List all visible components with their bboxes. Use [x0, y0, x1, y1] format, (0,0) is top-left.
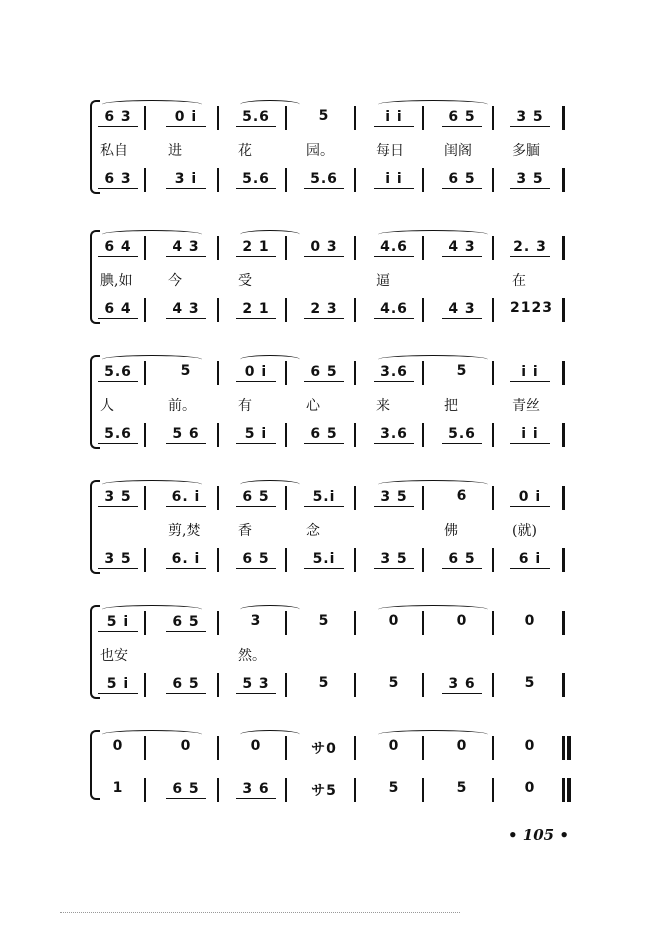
bar-line — [492, 106, 494, 130]
note-cell: 6 i — [510, 550, 550, 569]
note-cell: 0 — [456, 613, 468, 629]
score-system — [92, 355, 592, 451]
note-cell: 0 — [180, 738, 192, 754]
note-cell: 5.i — [304, 488, 344, 507]
bar-line — [354, 548, 356, 572]
bar-line — [492, 361, 494, 385]
bar-line — [492, 486, 494, 510]
note-cell: 6 5 — [236, 488, 276, 507]
note-cell: 0 i — [166, 108, 206, 127]
bottom-row — [92, 546, 572, 576]
lyrics-row — [92, 270, 572, 294]
note-cell: 0 — [112, 738, 124, 754]
slur-mark — [378, 230, 488, 239]
bar-line — [562, 673, 565, 697]
note-cell: 0 3 — [304, 238, 344, 257]
bar-line — [285, 673, 287, 697]
slur-mark — [102, 480, 202, 489]
bar-line — [217, 106, 219, 130]
bar-line — [285, 548, 287, 572]
note-cell: 6 — [456, 488, 468, 504]
note-cell: 5 i — [236, 425, 276, 444]
bar-line — [422, 236, 424, 260]
slur-mark — [102, 605, 202, 614]
bar-line — [217, 548, 219, 572]
bar-line — [144, 298, 146, 322]
bar-line — [354, 486, 356, 510]
bar-line — [354, 236, 356, 260]
slur-mark — [240, 730, 300, 739]
bar-line — [144, 611, 146, 635]
note-cell: 0 — [388, 613, 400, 629]
score-system — [92, 605, 592, 701]
bar-line — [144, 168, 146, 192]
bar-line — [492, 168, 494, 192]
note-cell: 0 — [456, 738, 468, 754]
bar-line — [422, 611, 424, 635]
slur-mark — [378, 605, 488, 614]
note-cell: 5 — [388, 780, 400, 796]
note-cell: 0 — [524, 780, 536, 796]
lyrics-row — [92, 395, 572, 419]
note-cell: 5.6 — [236, 170, 276, 189]
bar-line — [562, 168, 565, 192]
bottom-row — [92, 166, 572, 196]
slur-mark — [102, 230, 202, 239]
lyric-text: 闺阁 — [444, 143, 472, 159]
lyric-text: 剪,焚 — [168, 523, 201, 539]
slur-mark — [240, 605, 300, 614]
bar-line — [562, 106, 565, 130]
bar-line — [354, 673, 356, 697]
bar-line — [562, 548, 565, 572]
note-cell: 3 6 — [236, 780, 276, 799]
note-cell: 6 5 — [304, 425, 344, 444]
note-cell: 4 3 — [442, 238, 482, 257]
bar-line — [217, 486, 219, 510]
bar-line — [285, 236, 287, 260]
note-cell: 5 6 — [166, 425, 206, 444]
note-cell: サ0 — [311, 741, 337, 757]
note-cell: 5 — [318, 613, 330, 629]
bar-line — [285, 423, 287, 447]
bar-line — [492, 298, 494, 322]
note-cell: 3 5 — [98, 550, 138, 569]
note-cell: 3 6 — [442, 675, 482, 694]
note-cell: 5.i — [304, 550, 344, 569]
lyric-text: 花 — [238, 143, 252, 159]
page-number: • 105 • — [508, 826, 569, 844]
bar-line — [144, 236, 146, 260]
bar-line — [285, 168, 287, 192]
bar-line — [492, 736, 494, 760]
lyric-text: 把 — [444, 398, 458, 414]
note-cell: 6 5 — [304, 363, 344, 382]
note-cell: 6 5 — [442, 170, 482, 189]
bar-line — [492, 778, 494, 802]
bar-line — [562, 423, 565, 447]
scan-artifact-line — [60, 912, 460, 915]
bar-line — [217, 298, 219, 322]
note-cell: 2123 — [510, 300, 553, 316]
slur-mark — [378, 480, 488, 489]
note-cell: 2 3 — [304, 300, 344, 319]
bar-line — [422, 361, 424, 385]
bottom-row — [92, 671, 572, 701]
slur-mark — [102, 355, 202, 364]
bar-line — [144, 486, 146, 510]
bar-line — [217, 736, 219, 760]
bar-line — [562, 778, 565, 802]
bar-line — [562, 486, 565, 510]
lyric-text: 进 — [168, 143, 182, 159]
bar-line — [354, 778, 356, 802]
note-cell: サ5 — [311, 783, 337, 799]
note-cell: 5 — [524, 675, 536, 691]
bar-line — [492, 548, 494, 572]
bar-line — [354, 423, 356, 447]
lyric-text: 腆,如 — [100, 273, 133, 289]
final-bar-line — [567, 778, 571, 802]
bar-line — [144, 673, 146, 697]
note-cell: 4.6 — [374, 300, 414, 319]
note-cell: 0 — [250, 738, 262, 754]
bar-line — [422, 423, 424, 447]
bar-line — [217, 168, 219, 192]
bar-line — [354, 298, 356, 322]
bottom-row — [92, 776, 572, 806]
lyric-text: 心 — [306, 398, 320, 414]
lyric-text: 青丝 — [512, 398, 540, 414]
note-cell: 2. 3 — [510, 238, 550, 257]
note-cell: 4 3 — [442, 300, 482, 319]
bar-line — [422, 298, 424, 322]
bar-line — [422, 673, 424, 697]
lyric-text: 逼 — [376, 273, 390, 289]
slur-mark — [240, 230, 300, 239]
slur-mark — [102, 100, 202, 109]
bar-line — [144, 548, 146, 572]
bar-line — [562, 611, 565, 635]
bar-line — [422, 486, 424, 510]
bar-line — [144, 736, 146, 760]
bar-line — [562, 736, 565, 760]
note-cell: 3.6 — [374, 363, 414, 382]
note-cell: 5 — [456, 780, 468, 796]
note-cell: 0 — [524, 613, 536, 629]
slur-mark — [240, 355, 300, 364]
bar-line — [354, 168, 356, 192]
bar-line — [217, 361, 219, 385]
note-cell: 1 — [112, 780, 124, 796]
note-cell: 3 i — [166, 170, 206, 189]
note-cell: 4.6 — [374, 238, 414, 257]
lyric-text: 来 — [376, 398, 390, 414]
note-cell: 6 4 — [98, 238, 138, 257]
bar-line — [422, 736, 424, 760]
lyric-text: 今 — [168, 273, 182, 289]
note-cell: 6 5 — [442, 108, 482, 127]
note-cell: 3 5 — [98, 488, 138, 507]
note-cell: 5.6 — [236, 108, 276, 127]
note-cell: 6 3 — [98, 108, 138, 127]
note-cell: 3.6 — [374, 425, 414, 444]
note-cell: 5 3 — [236, 675, 276, 694]
note-cell: 0 i — [236, 363, 276, 382]
bar-line — [354, 736, 356, 760]
note-cell: 5 — [318, 675, 330, 691]
bar-line — [492, 611, 494, 635]
bar-line — [285, 611, 287, 635]
note-cell: 5 — [456, 363, 468, 379]
note-cell: 3 5 — [374, 550, 414, 569]
bar-line — [217, 673, 219, 697]
note-cell: 3 5 — [374, 488, 414, 507]
lyrics-row — [92, 140, 572, 164]
bar-line — [562, 361, 565, 385]
bar-line — [217, 236, 219, 260]
note-cell: 5 — [180, 363, 192, 379]
note-cell: 6 5 — [166, 675, 206, 694]
note-cell: 5.6 — [98, 425, 138, 444]
note-cell: 4 3 — [166, 238, 206, 257]
bar-line — [144, 778, 146, 802]
bar-line — [492, 673, 494, 697]
bar-line — [492, 236, 494, 260]
note-cell: 5 — [318, 108, 330, 124]
note-cell: 2 1 — [236, 300, 276, 319]
lyric-text: 在 — [512, 273, 526, 289]
bar-line — [217, 778, 219, 802]
note-cell: 2 1 — [236, 238, 276, 257]
note-cell: 6 5 — [442, 550, 482, 569]
lyric-text: 前。 — [168, 398, 196, 414]
note-cell: 6. i — [166, 488, 206, 507]
note-cell: 0 — [388, 738, 400, 754]
lyric-text: 每日 — [376, 143, 404, 159]
lyric-text: 受 — [238, 273, 252, 289]
note-cell: 4 3 — [166, 300, 206, 319]
bar-line — [285, 361, 287, 385]
lyric-text: 佛 — [444, 523, 458, 539]
bar-line — [285, 298, 287, 322]
note-cell: i i — [374, 108, 414, 127]
bar-line — [422, 106, 424, 130]
note-cell: 6 5 — [236, 550, 276, 569]
bar-line — [354, 611, 356, 635]
bar-line — [144, 423, 146, 447]
bar-line — [422, 168, 424, 192]
note-cell: i i — [374, 170, 414, 189]
bar-line — [562, 236, 565, 260]
note-cell: 6 3 — [98, 170, 138, 189]
score-system — [92, 730, 592, 802]
note-cell: 5.6 — [442, 425, 482, 444]
lyric-text: 有 — [238, 398, 252, 414]
bar-line — [217, 611, 219, 635]
bottom-row — [92, 421, 572, 451]
lyrics-row — [92, 645, 572, 669]
bar-line — [217, 423, 219, 447]
slur-mark — [378, 730, 488, 739]
lyric-text: 念 — [306, 523, 320, 539]
slur-mark — [378, 100, 488, 109]
bar-line — [285, 778, 287, 802]
final-bar-line — [567, 736, 571, 760]
lyric-text: 香 — [238, 523, 252, 539]
note-cell: 0 i — [510, 488, 550, 507]
lyric-text: 多腼 — [512, 143, 540, 159]
bar-line — [492, 423, 494, 447]
note-cell: 5.6 — [98, 363, 138, 382]
bar-line — [285, 106, 287, 130]
note-cell: 6 5 — [166, 780, 206, 799]
note-cell: 6 5 — [166, 613, 206, 632]
bar-line — [144, 106, 146, 130]
note-cell: 3 5 — [510, 170, 550, 189]
lyric-text: 人 — [100, 398, 114, 414]
bar-line — [562, 298, 565, 322]
score-system — [92, 480, 592, 576]
bar-line — [354, 361, 356, 385]
note-cell: 5 i — [98, 675, 138, 694]
lyric-text: 私自 — [100, 143, 128, 159]
note-cell: 3 — [250, 613, 262, 629]
slur-mark — [240, 480, 300, 489]
slur-mark — [378, 355, 488, 364]
score-system — [92, 100, 592, 196]
bar-line — [354, 106, 356, 130]
note-cell: i i — [510, 425, 550, 444]
lyrics-row — [92, 520, 572, 544]
score-system — [92, 230, 592, 326]
note-cell: 6 4 — [98, 300, 138, 319]
note-cell: 5 i — [98, 613, 138, 632]
note-cell: 5.6 — [304, 170, 344, 189]
bar-line — [144, 361, 146, 385]
bar-line — [422, 778, 424, 802]
slur-mark — [240, 100, 300, 109]
slur-mark — [102, 730, 202, 739]
lyric-text: 园。 — [306, 143, 334, 159]
lyric-text: 然。 — [238, 648, 266, 664]
bottom-row — [92, 296, 572, 326]
bar-line — [285, 486, 287, 510]
note-cell: 0 — [524, 738, 536, 754]
lyric-text: 也安 — [100, 648, 128, 664]
note-cell: i i — [510, 363, 550, 382]
bar-line — [285, 736, 287, 760]
note-cell: 5 — [388, 675, 400, 691]
bar-line — [422, 548, 424, 572]
lyric-text: (就) — [512, 523, 537, 539]
note-cell: 6. i — [166, 550, 206, 569]
note-cell: 3 5 — [510, 108, 550, 127]
